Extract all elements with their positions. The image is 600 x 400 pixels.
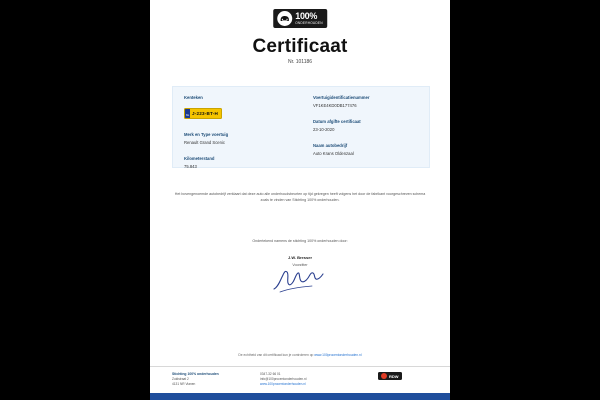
field-vin [313,95,433,108]
brand-logo [273,9,327,28]
rdw-logo-icon [378,372,402,380]
car-check-icon [277,11,292,26]
vehicle-info-panel [172,86,430,168]
signature-image [268,268,332,299]
field-datum-afgifte [313,119,433,132]
verify-text: De echtheid van dit certificaat kun je controleren op [238,353,315,357]
license-plate [184,108,222,119]
verify-link[interactable]: www.100procentonderhouden.nl [314,353,362,357]
footer-org-name: Stichting 100% onderhouden [172,372,219,376]
footer-contact [260,372,306,387]
logo-percent: 100% [295,10,318,21]
footer-street: Zuidstraat 2 [172,377,189,382]
field-value: 75.843 [184,164,197,169]
eu-country-code: NL [185,114,190,117]
footer-phone: 0347-32 66 01 [260,372,281,376]
signer-role: Voorzitter [292,263,308,267]
field-kenteken [184,95,304,121]
footer-city: 4131 NR Vianen [172,382,196,387]
certificate-number: Nr. 101186 [287,59,313,65]
certificate-page [150,0,450,400]
certificate-body-text: Het bovengenoemde autobedrijf verklaart dat deze auto alle onderhoudsbeurten op tijd gekregen heeft volgens het door de fabrikant voorgeschreven schema zoals te vinden van Stichting 100% onderhouden. [174,192,426,202]
page-title: Certificaat [252,36,348,57]
field-kilometerstand [184,156,304,169]
field-label: Voertuigidentificatienummer [313,95,370,100]
field-value: VF1KE4KD0DB177476 [313,103,357,108]
field-label: Kenteken [184,95,203,100]
verify-line [150,353,450,357]
field-value: 23-10-2020 [313,127,335,132]
signed-on-behalf-line: Ondertekend namens de stichting 100% onderhouden door: [252,239,348,243]
info-column-right [313,95,433,167]
field-label: Kilometerstand [184,156,215,161]
field-merk-type [184,132,304,145]
bottom-accent-bar [150,393,450,400]
footer-website[interactable]: www.100procentonderhouden.nl [260,381,306,386]
signer-name: J.W. Bresser [287,255,312,260]
license-plate-number: J-223-BT-H [192,111,218,116]
field-value: Auto Krans Oldenzaal [313,151,354,156]
rdw-label: RDW [389,373,399,379]
info-column-left [184,95,304,180]
rdw-dot [381,373,387,379]
logo-text [295,12,323,25]
logo-tagline: ONDERHOUDEN [295,20,323,25]
eu-band [185,109,190,118]
field-label: Datum afgifte certificaat [313,119,361,124]
field-label: Merk en Type voertuig [184,132,229,137]
footer-email: info@100procentonderhouden.nl [260,376,307,381]
footer-address [172,372,219,387]
field-autobedrijf [313,143,433,156]
footer [150,366,450,390]
field-label: Naam autobedrijf [313,143,348,148]
field-value: Renault Grand Scenic [184,140,225,145]
